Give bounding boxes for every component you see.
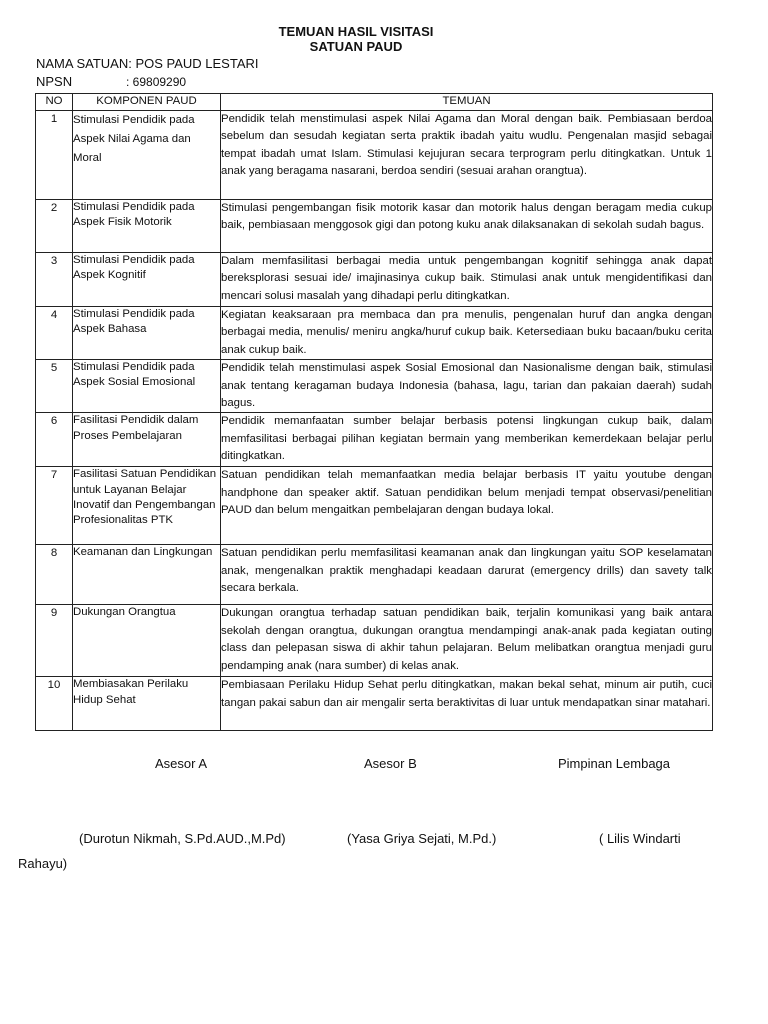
row-finding: Stimulasi pengembangan fisik motorik kasar dan motorik halus dengan beragam media cukup baik, pembiasaan menggosok gigi dan potong kuku anak dilaksanakan di sekolah sudah bagus.: [221, 200, 713, 253]
row-finding: Pendidik memanfaatan sumber belajar berbasis potensi lingkungan cukup baik, dalam memfasilitasi berbagai pilihan kegiatan bermain yang memberikan kemerdekaan belajar perlu ditingkatkan.: [221, 413, 713, 467]
row-component: Stimulasi Pendidik pada Aspek Kognitif: [73, 253, 221, 307]
row-component: Membiasakan Perilaku Hidup Sehat: [73, 677, 221, 731]
row-component: Stimulasi Pendidik pada Aspek Nilai Agama dan Moral: [73, 111, 221, 200]
column-header-no: NO: [36, 94, 73, 111]
row-number: 9: [36, 605, 73, 677]
row-component: Fasilitasi Pendidik dalam Proses Pembelajaran: [73, 413, 221, 467]
row-finding: Pendidik telah menstimulasi aspek Nilai Agama dan Moral dengan baik. Pembiasaan berdoa sebelum dan sesudah kegiatan serta praktik ibadah yaitu wudlu. Pengenalan masjid sebagai tempat ibadah umat Islam. Stimulasi kejujuran secara terprogram perlu ditingkatkan. Untuk 1 anak yang beragama nasarani, berdoa sendiri (sesuai arahan orangtua).: [221, 111, 713, 200]
table-header-row: [36, 94, 713, 111]
row-finding: Satuan pendidikan perlu memfasilitasi keamanan anak dan lingkungan yaitu SOP keselamatan anak, mengenalkan praktik menghadapi keadaan darurat (emergency drills) dan savety talk secara berkala.: [221, 545, 713, 605]
document-subtitle: SATUAN PAUD: [309, 39, 403, 54]
table-row: [36, 253, 713, 307]
row-component: Stimulasi Pendidik pada Aspek Sosial Emosional: [73, 360, 221, 413]
row-number: 2: [36, 200, 73, 253]
row-finding: Kegiatan keaksaraan pra membaca dan pra menulis, pengenalan huruf dan angka dengan berbagai media, menulis/ meniru angka/huruf cukup baik. Ketersediaan buku bacaan/buku cerita anak cukup baik.: [221, 307, 713, 360]
row-component: Stimulasi Pendidik pada Aspek Fisik Motorik: [73, 200, 221, 253]
table-row: [36, 467, 713, 545]
findings-table: [35, 93, 713, 731]
column-header-temuan: TEMUAN: [221, 94, 713, 111]
row-number: 10: [36, 677, 73, 731]
table-row: [36, 111, 713, 200]
row-finding: Pembiasaan Perilaku Hidup Sehat perlu ditingkatkan, makan bekal sehat, minum air putih, cuci tangan pakai sabun dan air mengalir serta beraktivitas di luar untuk mendapatkan sinar matahari.: [221, 677, 713, 731]
pimpinan-name-continued: Rahayu): [18, 856, 68, 871]
document-title: TEMUAN HASIL VISITASI: [278, 24, 434, 39]
pimpinan-name: ( Lilis Windarti: [599, 831, 681, 846]
column-header-komponen: KOMPONEN PAUD: [73, 94, 221, 111]
row-number: 8: [36, 545, 73, 605]
npsn-value: : 69809290: [126, 75, 187, 89]
row-component: Fasilitasi Satuan Pendidikan untuk Layanan Belajar Inovatif dan Pengembangan Profesionalitas PTK: [73, 467, 221, 545]
row-finding: Pendidik telah menstimulasi aspek Sosial Emosional dan Nasionalisme dengan baik, stimulasi anak tentang keragaman budaya Indonesia (bahasa, lagu, tarian dan pakaian daerah) sudah bagus.: [221, 360, 713, 413]
row-number: 6: [36, 413, 73, 467]
row-component: Stimulasi Pendidik pada Aspek Bahasa: [73, 307, 221, 360]
table-row: [36, 605, 713, 677]
asesor-a-label: Asesor A: [155, 756, 208, 771]
table-row: [36, 200, 713, 253]
asesor-b-label: Asesor B: [364, 756, 417, 771]
table-row: [36, 360, 713, 413]
row-number: 5: [36, 360, 73, 413]
row-component: Dukungan Orangtua: [73, 605, 221, 677]
asesor-b-name: (Yasa Griya Sejati, M.Pd.): [347, 831, 497, 846]
table-row: [36, 307, 713, 360]
table-row: [36, 677, 713, 731]
pimpinan-label: Pimpinan Lembaga: [558, 756, 671, 771]
row-number: 1: [36, 111, 73, 200]
table-row: [36, 545, 713, 605]
row-number: 7: [36, 467, 73, 545]
table-row: [36, 413, 713, 467]
row-component: Keamanan dan Lingkungan: [73, 545, 221, 605]
row-finding: Dukungan orangtua terhadap satuan pendidikan baik, terjalin komunikasi yang baik antara sekolah dengan orangtua, dukungan orangtua mendampingi anak-anak pada kegiatan outing class dan pelepasan siswa di akhir tahun pelajaran. Belum melibatkan orangtua menjadi guru pendamping anak (nara sumber) di kelas anak.: [221, 605, 713, 677]
unit-name: NAMA SATUAN: POS PAUD LESTARI: [36, 56, 259, 71]
row-number: 4: [36, 307, 73, 360]
npsn-label: NPSN: [36, 74, 73, 89]
row-number: 3: [36, 253, 73, 307]
row-finding: Dalam memfasilitasi berbagai media untuk pengembangan kognitif sehingga anak dapat bereksplorasi sesuai ide/ imajinasinya cukup baik. Stimulasi anak untuk mengidentifikasi dan mencari solusi masalah yang dihadapi perlu ditingkatkan.: [221, 253, 713, 307]
row-finding: Satuan pendidikan telah memanfaatkan media belajar berbasis IT yaitu youtube dengan handphone dan speaker aktif. Satuan pendidikan belum menjadi tempat observasi/penelitian PAUD dan belum mengaitkan pembelajaran dengan budaya lokal.: [221, 467, 713, 545]
asesor-a-name: (Durotun Nikmah, S.Pd.AUD.,M.Pd): [79, 831, 286, 846]
